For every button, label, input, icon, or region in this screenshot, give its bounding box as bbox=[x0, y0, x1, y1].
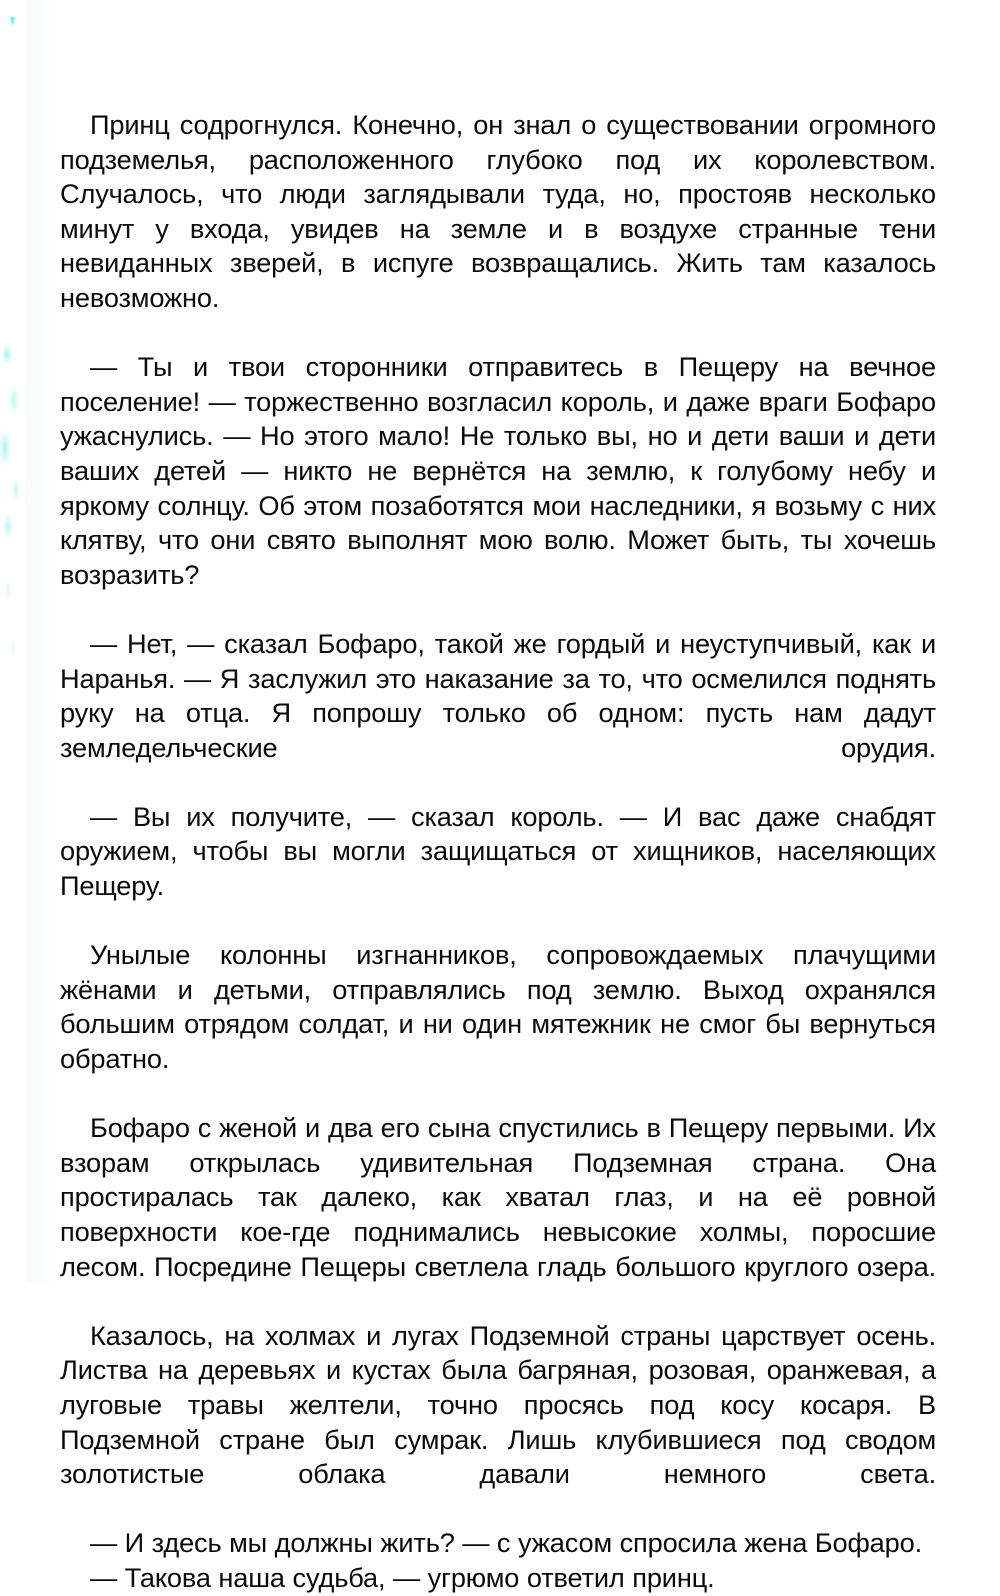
paragraph: Бофаро с женой и два его сына спустились в Пещеру первыми. Их взорам открылась удивительная Подземная страна. Она простиралась так далеко, как хватал глаз, и на её ровной поверхности кое-где поднимались невысокие холмы, поросшие лесом. Посредине Пещеры светлела гладь большого круглого озера. bbox=[60, 1112, 936, 1282]
scan-artifact-edge-shading bbox=[26, 0, 60, 1282]
paragraph: — И здесь мы должны жить? — с ужасом спросила жена Бофаро. bbox=[90, 1527, 922, 1559]
paragraph: Казалось, на холмах и лугах Подземной страны царствует осень. Листва на деревьях и кустах была багряная, розовая, оранжевая, а луговые травы желтели, точно просясь под косу косаря. В Подземной стране был сумрак. Лишь клубившиеся под сводом золотистые облака давали немного света. bbox=[60, 1319, 936, 1490]
scan-artifact-speck-icon bbox=[10, 17, 15, 26]
paragraph: — Ты и твои сторонники отправитесь в Пещеру на вечное поселение! — торжественно возгласил король, и даже враги Бофаро ужаснулись. — Но этого мало! Не только вы, но и дети ваши и дети ваших детей — никто не вернётся на землю, к голубому небу и яркому солнцу. Об этом позаботятся мои наследники, я возьму с них клятву, что они свято выполнят мою волю. Может быть, ты хочешь возразить? bbox=[60, 351, 936, 590]
paragraph: — Такова наша судьба, — угрюмо ответил принц. bbox=[90, 1561, 715, 1593]
page-text-column bbox=[60, 108, 936, 1596]
scan-artifact-left-lower bbox=[2, 560, 20, 680]
paragraph: — Вы их получите, — сказал король. — И вас даже снабдят оружием, чтобы вы могли защищаться от хищников, населяющих Пещеру. bbox=[60, 800, 936, 902]
paragraph: Унылые колонны изгнанников, сопровождаемых плачущими жёнами и детьми, отправлялись под землю. Выход охранялся большим отрядом солдат, и ни один мятежник не смог бы вернуться обратно. bbox=[60, 939, 936, 1075]
paragraph: Принц содрогнулся. Конечно, он знал о существовании огромного подземелья, расположенного глубоко под их королевством. Случалось, что люди заглядывали туда, но, простояв несколько минут у входа, увидев на земле и в воздухе странные тени невиданных зверей, в испуге возвращались. Жить там казалось невозможно. bbox=[60, 109, 936, 313]
paragraph: — Нет, — сказал Бофаро, такой же гордый и неуступчивый, как и Наранья. — Я заслужил это наказание за то, что осмелился поднять руку на отца. Я попрошу только об одном: пусть нам дадут земледельческие орудия. bbox=[60, 627, 936, 763]
scan-artifact-left-gutter bbox=[0, 330, 26, 545]
